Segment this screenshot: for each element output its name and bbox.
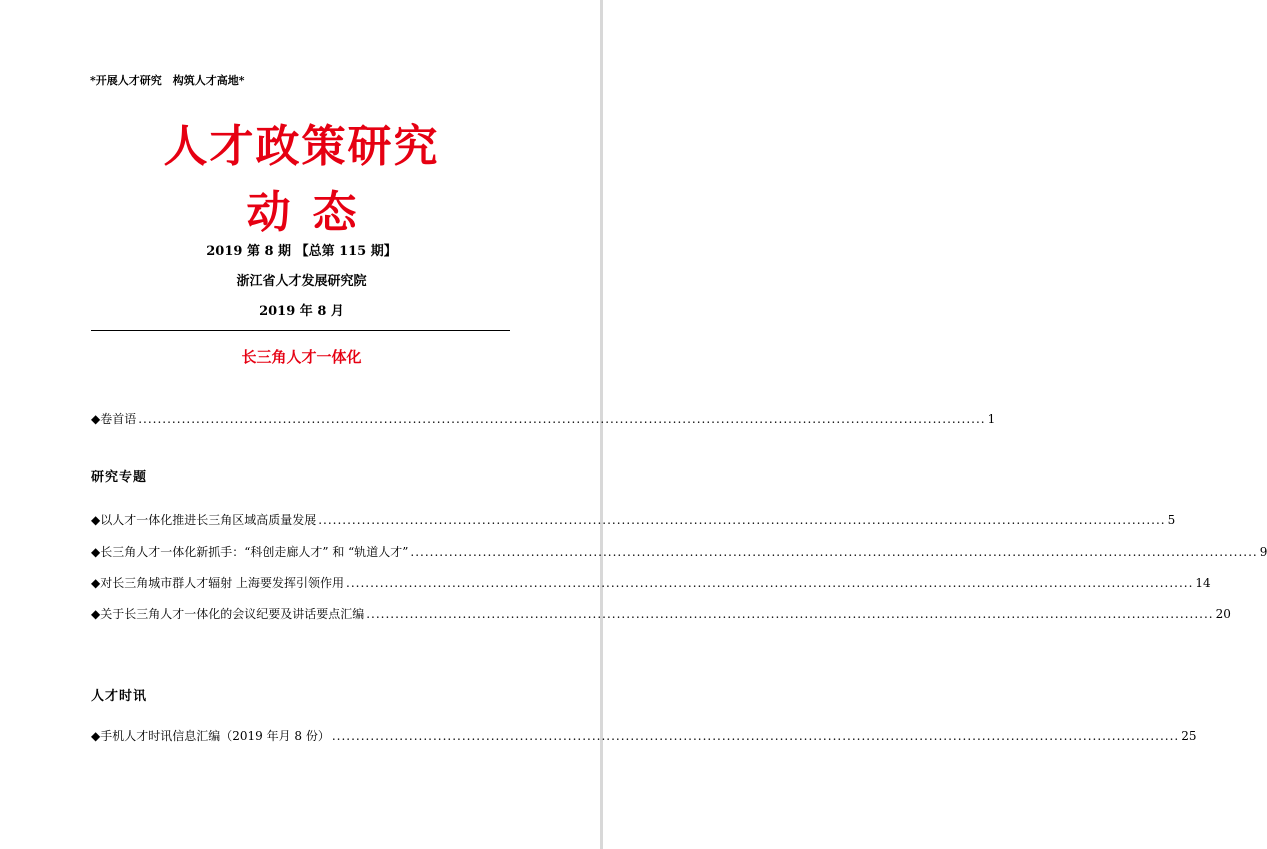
section-heading-research: 研究专题 — [91, 470, 148, 485]
toc-entry-label: ◆对长三角城市群人才辐射 上海要发挥引领作用 — [91, 576, 345, 590]
issue-theme: 长三角人才一体化 — [241, 348, 362, 366]
toc-entry-page: 14 — [1195, 576, 1211, 590]
toc-entry[interactable] — [91, 511, 1176, 528]
toc-dot-leader: ................................................................................................................................................................................ — [410, 545, 1258, 559]
header-slogan: *开展人才研究 构筑人才高地* — [90, 74, 245, 87]
main-title-line1: 人才政策研究 — [163, 121, 440, 172]
toc-entry-page: 5 — [1167, 513, 1176, 527]
toc-entry-label: ◆卷首语 — [91, 412, 137, 426]
toc-entry[interactable] — [91, 543, 1267, 560]
toc-entry-preface[interactable] — [91, 410, 996, 427]
toc-dot-leader: ................................................................................................................................................................................ — [331, 729, 1180, 743]
issue-number: 2019 第 8 期 【总第 115 期】 — [206, 244, 397, 259]
toc-entry-label: ◆手机人才时讯信息汇编（2019 年月 8 份） — [91, 729, 330, 743]
toc-entry-label: ◆长三角人才一体化新抓手：“科创走廊人才” 和 “轨道人才” — [91, 545, 409, 559]
toc-dot-leader: ................................................................................................................................................................................ — [346, 576, 1194, 590]
toc-dot-leader: ................................................................................................................................................................................ — [366, 607, 1214, 621]
toc-entry[interactable] — [91, 727, 1197, 744]
toc-entry-page: 25 — [1181, 729, 1197, 743]
toc-dot-leader: ................................................................................................................................................................................ — [138, 412, 986, 426]
toc-dot-leader: ................................................................................................................................................................................ — [318, 513, 1166, 527]
header-divider — [91, 330, 510, 331]
toc-entry[interactable] — [91, 605, 1231, 622]
toc-entry-label: ◆以人才一体化推进长三角区域高质量发展 — [91, 513, 317, 527]
toc-entry-page: 20 — [1215, 607, 1231, 621]
toc-entry-page: 9 — [1259, 545, 1267, 559]
toc-entry-page: 1 — [987, 412, 996, 426]
toc-entry[interactable] — [91, 574, 1211, 591]
publisher-name: 浙江省人才发展研究院 — [236, 274, 367, 289]
main-title-line2: 动态 — [246, 187, 379, 238]
section-heading-news: 人才时讯 — [91, 689, 148, 704]
toc-entry-label: ◆关于长三角人才一体化的会议纪要及讲话要点汇编 — [91, 607, 365, 621]
publication-date: 2019 年 8 月 — [259, 304, 344, 319]
